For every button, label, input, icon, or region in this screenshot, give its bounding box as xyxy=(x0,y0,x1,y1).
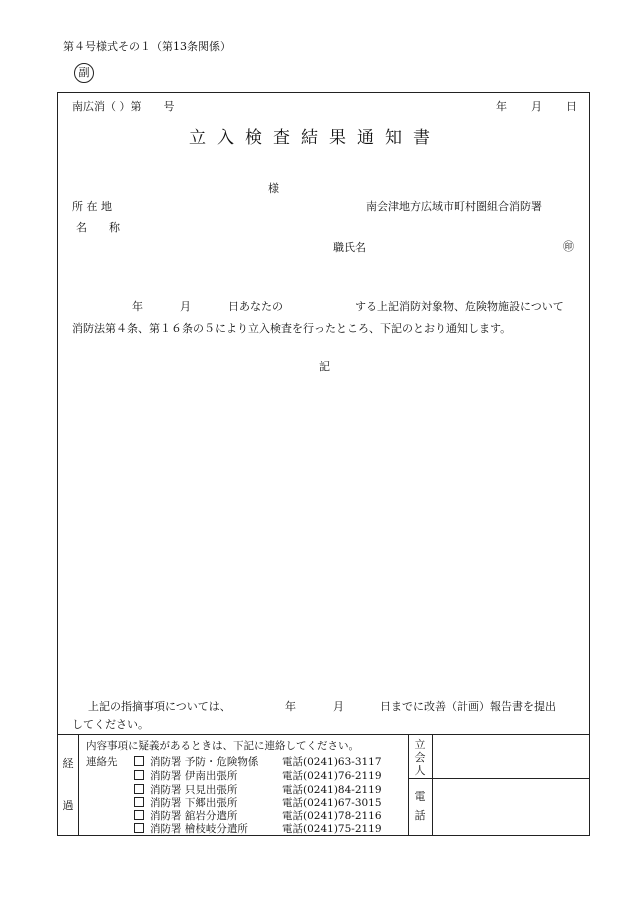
office-row xyxy=(134,768,382,783)
office-name: 消防署 予防・危険物係 xyxy=(150,756,259,768)
office-phone: 電話(0241)63-3117 xyxy=(282,756,382,768)
table-divider-left xyxy=(78,734,79,836)
footer-line1-end: 日までに改善（計画）報告書を提出 xyxy=(380,700,556,713)
office-phone: 電話(0241)78-2116 xyxy=(282,810,382,822)
issuer-organization: 南会津地方広域市町村圏組合消防署 xyxy=(366,200,542,213)
header-day: 日 xyxy=(566,100,577,113)
office-phone: 電話(0241)84-2119 xyxy=(282,784,382,796)
body-line1-rest: する上記消防対象物、危険物施設について xyxy=(355,300,564,313)
seal-mark: ㊞ xyxy=(563,240,574,253)
office-row xyxy=(134,821,382,836)
office-phone: 電話(0241)67-3015 xyxy=(282,797,382,809)
office-name: 消防署 伊南出張所 xyxy=(150,770,238,782)
office-name: 消防署 舘岩分遣所 xyxy=(150,810,238,822)
header-year: 年 xyxy=(496,100,507,113)
footer-line2: してください。 xyxy=(72,718,149,731)
contact-label: 連絡先 xyxy=(86,756,118,768)
office-name: 消防署 只見出張所 xyxy=(150,784,238,796)
phone-char-1: 電 xyxy=(414,790,426,803)
recipient-sama: 様 xyxy=(268,182,279,195)
history-label-top: 経 xyxy=(62,757,74,770)
phone-char-2: 話 xyxy=(414,809,426,822)
office-row xyxy=(134,754,382,769)
office-checkbox[interactable] xyxy=(134,784,144,794)
office-checkbox[interactable] xyxy=(134,810,144,820)
footer-line1-start: 上記の指摘事項については、 xyxy=(88,700,231,713)
footer-year: 年 xyxy=(285,700,296,713)
official-name-label: 職氏名 xyxy=(333,241,366,254)
document-number: 南広消（ ）第 号 xyxy=(72,100,175,113)
body-line2: 消防法第４条、第１６条の５により立入検査を行ったところ、下記のとおり通知します。 xyxy=(72,322,512,335)
witness-phone-field[interactable] xyxy=(433,779,589,835)
contact-intro: 内容事項に疑義があるときは、下記に連絡してください。 xyxy=(86,740,359,752)
witness-char-2: 会 xyxy=(414,751,426,764)
table-divider-mid xyxy=(408,734,409,836)
witness-char-3: 人 xyxy=(414,764,426,777)
copy-mark-stamp: 副 xyxy=(74,63,94,83)
body-month: 月 xyxy=(180,300,191,313)
office-checkbox[interactable] xyxy=(134,770,144,780)
office-checkbox[interactable] xyxy=(134,756,144,766)
header-month: 月 xyxy=(531,100,542,113)
office-checkbox[interactable] xyxy=(134,797,144,807)
office-name: 消防署 檜枝岐分遣所 xyxy=(150,823,248,835)
address-label: 所 在 地 xyxy=(72,200,112,213)
form-reference: 第４号様式その１（第13条関係） xyxy=(63,40,231,53)
office-checkbox[interactable] xyxy=(134,823,144,833)
name-label: 名 称 xyxy=(76,221,120,234)
witness-name-field[interactable] xyxy=(433,735,589,777)
office-phone: 電話(0241)76-2119 xyxy=(282,770,382,782)
witness-char-1: 立 xyxy=(414,738,426,751)
footer-month: 月 xyxy=(333,700,344,713)
office-name: 消防署 下郷出張所 xyxy=(150,797,238,809)
body-day-text: 日あなたの xyxy=(228,300,283,313)
office-phone: 電話(0241)75-2119 xyxy=(282,823,382,835)
ki-heading: 記 xyxy=(319,360,330,373)
document-title: 立入検査結果通知書 xyxy=(189,128,441,148)
history-label-bottom: 過 xyxy=(62,799,74,812)
body-year: 年 xyxy=(132,300,143,313)
